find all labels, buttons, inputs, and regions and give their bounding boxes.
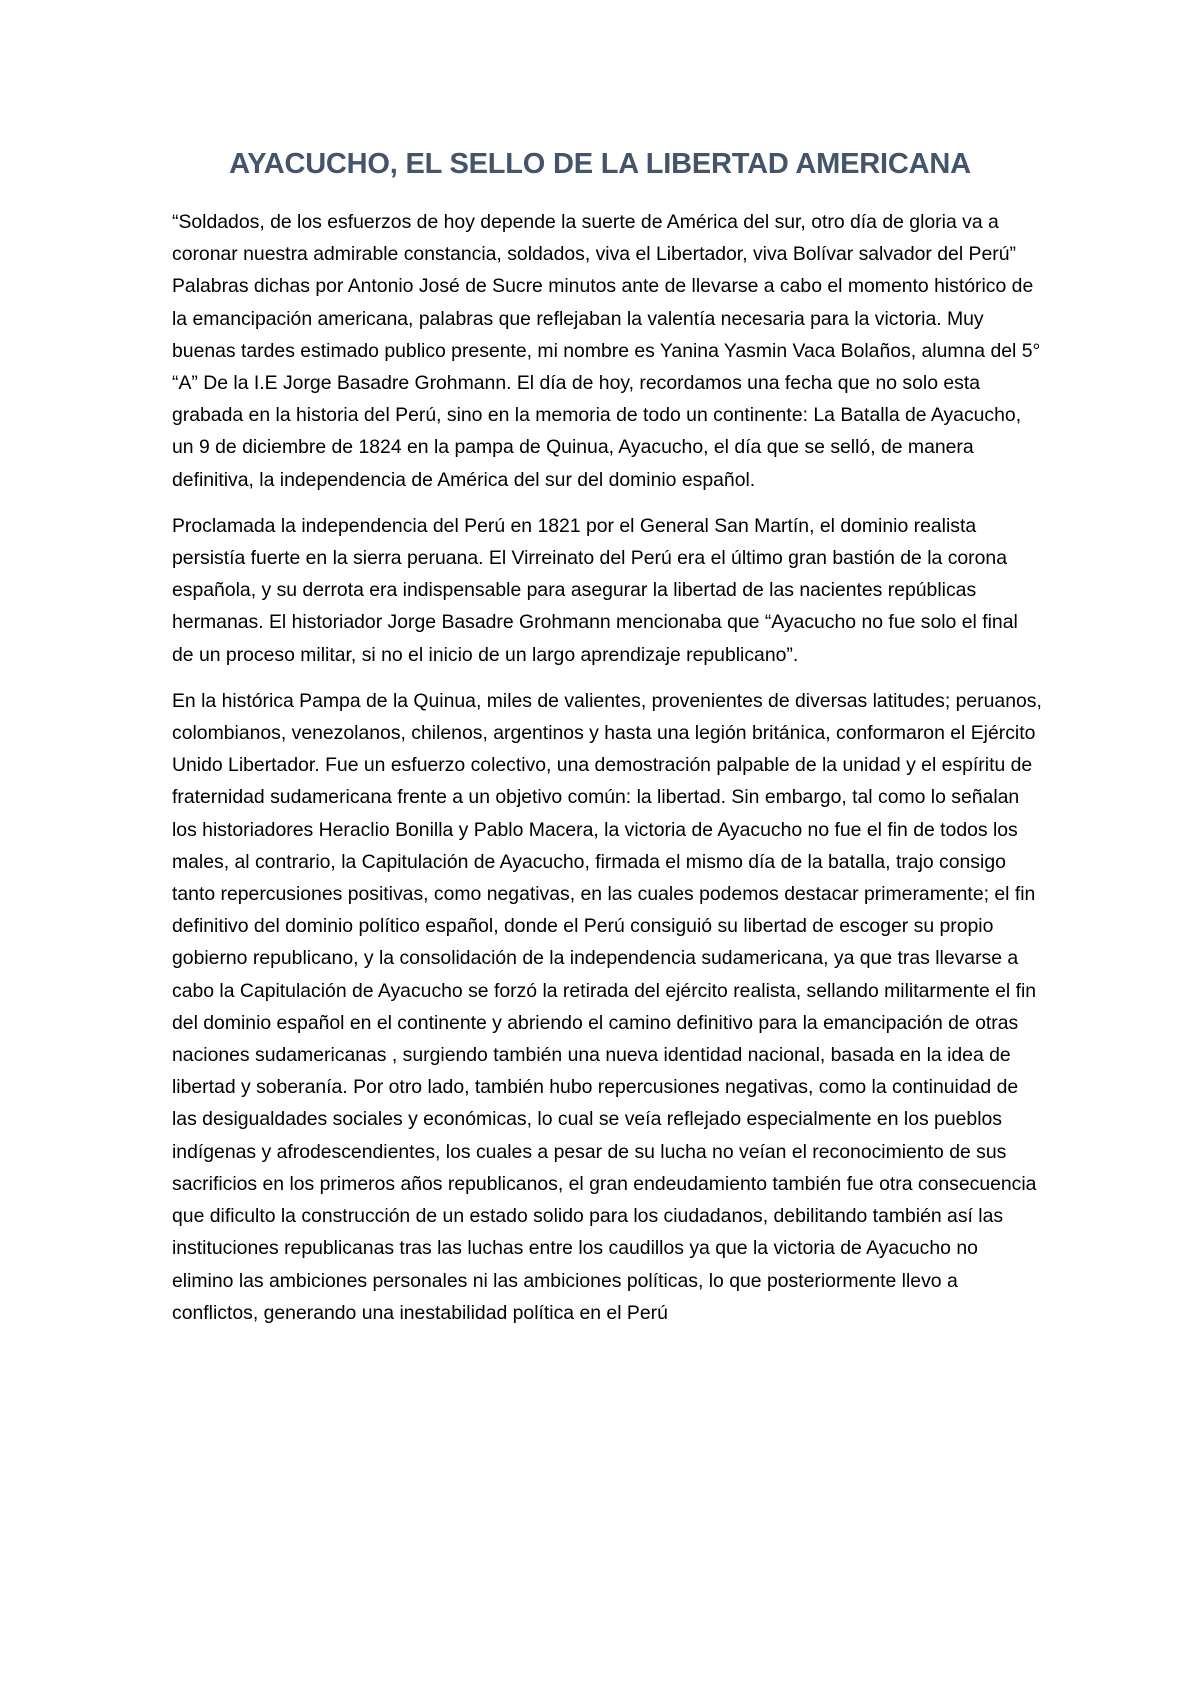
document-body xyxy=(172,206,1044,1343)
paragraph-3: En la histórica Pampa de la Quinua, miles de valientes, provenientes de diversas latitudes; peruanos, colombianos, venezolanos, chilenos, argentinos y hasta una legión británica, conformaron el Ejército Unido Libertador. Fue un esfuerzo colectivo, una demostración palpable de la unidad y el espíritu de fraternidad sudamericana frente a un objetivo común: la libertad. Sin embargo, tal como lo señalan los historiadores Heraclio Bonilla y Pablo Macera, la victoria de Ayacucho no fue el fin de todos los males, al contrario, la Capitulación de Ayacucho, firmada el mismo día de la batalla, trajo consigo tanto repercusiones positivas, como negativas, en las cuales podemos destacar primeramente; el fin definitivo del dominio político español, donde el Perú consiguió su libertad de escoger su propio gobierno republicano, y la consolidación de la independencia sudamericana, ya que tras llevarse a cabo la Capitulación de Ayacucho se forzó la retirada del ejército realista, sellando militarmente el fin del dominio español en el continente y abriendo el camino definitivo para la emancipación de otras naciones sudamericanas , surgiendo también una nueva identidad nacional, basada en la idea de libertad y soberanía. Por otro lado, también hubo repercusiones negativas, como la continuidad de las desigualdades sociales y económicas, lo cual se veía reflejado especialmente en los pueblos indígenas y afrodescendientes, los cuales a pesar de su lucha no veían el reconocimiento de sus sacrificios en los primeros años republicanos, el gran endeudamiento también fue otra consecuencia que dificulto la construcción de un estado solido para los ciudadanos, debilitando también así las instituciones republicanas tras las luchas entre los caudillos ya que la victoria de Ayacucho no elimino las ambiciones personales ni las ambiciones políticas, lo que posteriormente llevo a conflictos, generando una inestabilidad política en el Perú xyxy=(172,689,1042,1324)
paragraph-2: Proclamada la independencia del Perú en 1821 por el General San Martín, el dominio realista persistía fuerte en la sierra peruana. El Virreinato del Perú era el último gran bastión de la corona española, y su derrota era indispensable para asegurar la libertad de las nacientes repúblicas hermanas. El historiador Jorge Basadre Grohmann mencionaba que “Ayacucho no fue solo el final de un proceso militar, si no el inicio de un largo aprendizaje republicano”. xyxy=(172,514,1018,666)
paragraph-1: “Soldados, de los esfuerzos de hoy depende la suerte de América del sur, otro día de gloria va a coronar nuestra admirable constancia, soldados, viva el Libertador, viva Bolívar salvador del Perú” Palabras dichas por Antonio José de Sucre minutos ante de llevarse a cabo el momento histórico de la emancipación americana, palabras que reflejaban la valentía necesaria para la victoria. Muy buenas tardes estimado publico presente, mi nombre es Yanina Yasmin Vaca Bolaños, alumna del 5° “A” De la I.E Jorge Basadre Grohmann. El día de hoy, recordamos una fecha que no solo esta grabada en la historia del Perú, sino en la memoria de todo un continente: La Batalla de Ayacucho, un 9 de diciembre de 1824 en la pampa de Quinua, Ayacucho, el día que se selló, de manera definitiva, la independencia de América del sur del dominio español. xyxy=(172,211,1041,491)
document-title: AYACUCHO, EL SELLO DE LA LIBERTAD AMERICANA xyxy=(229,148,971,180)
